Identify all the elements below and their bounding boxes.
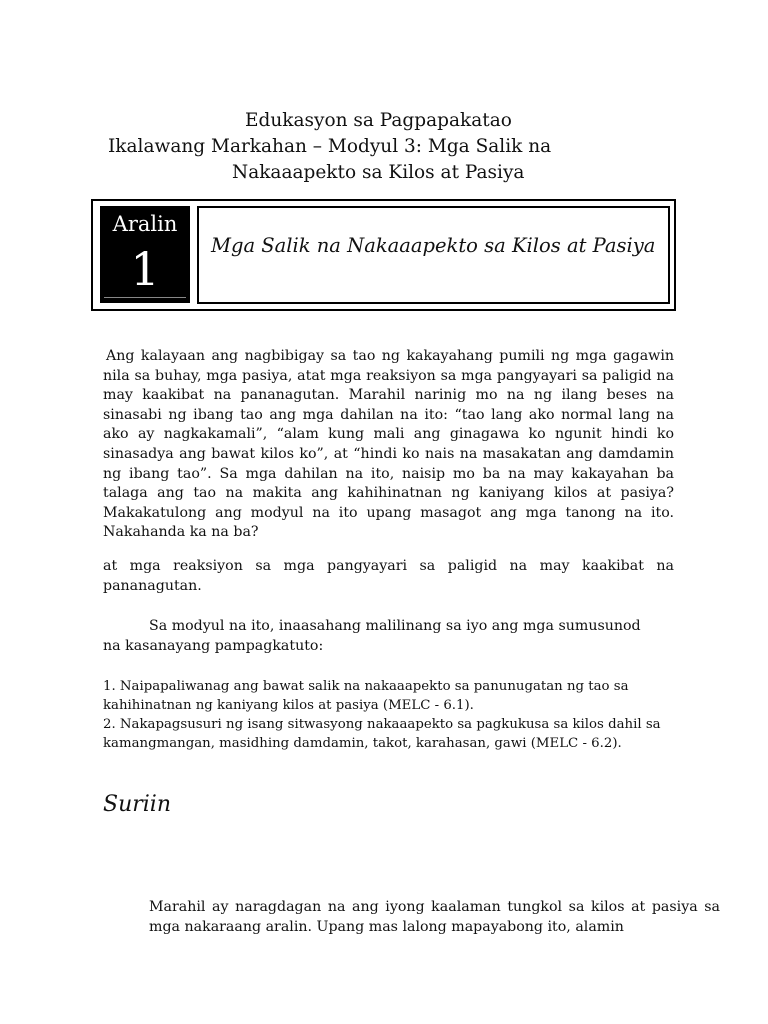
list-item: 1. Naipapaliwanag ang bawat salik na nakaaapekto sa panunugatan ng tao sa kahihinatnan ng kaniyang kilos at pasiya (MELC - 6.1). — [103, 679, 629, 713]
lesson-title: Mga Salik na Nakaaapekto sa Kilos at Pasiya — [211, 234, 656, 257]
intro-paragraph: Ang kalayaan ang nagbibigay sa tao ng kakayahang pumili ng mga gagawin nila sa buhay, mga pasiya, atat mga reaksiyon sa mga pangyayari sa paligid na may kaakibat na pananagutan. Marahil narinig mo na ng ilang beses na sinasabi ng ibang tao ang mga dahilan na ito: “tao lang ako normal lang na ako ay nagkakamali”, “alam kung mali ang ginagawa ko ngunit hindi ko sinasadya ang bawat kilos ko”, at “hindi ko nais na masakatan ang damdamin ng ibang tao”. Sa mga dahilan na ito, naisip mo ba na may kakayahan ba talaga ang tao na makita ang kahihinatnan ng kaniyang kilos at pasiya? Makakatulong ang modyul na ito upang masagot ang mga tanong na ito. Nakahanda ka na ba? — [103, 348, 674, 541]
objectives-intro-line1: Sa modyul na ito, inaasahang malilinang sa iyo ang mga sumusunod — [149, 618, 641, 634]
objectives-intro — [103, 617, 674, 656]
section-heading: Suriin — [103, 792, 171, 817]
intro-paragraph-fragment: at mga reaksiyon sa mga pangyayari sa paligid na may kaakibat na pananagutan. — [103, 558, 674, 594]
lesson-banner — [91, 199, 676, 311]
competency-list — [103, 677, 683, 753]
lesson-number: 1 — [130, 242, 160, 296]
list-item: 2. Nakapagsusuri ng isang sitwasyong nakaaapekto sa pagkukusa sa kilos dahil sa kamangmangan, masidhing damdamin, takot, karahasan, gawi (MELC - 6.2). — [103, 717, 661, 751]
lesson-badge — [100, 206, 190, 303]
subject-title: Edukasyon sa Pagpapakatao — [245, 110, 512, 131]
lesson-title-box — [197, 206, 670, 304]
badge-divider — [104, 297, 186, 298]
lesson-label: Aralin — [112, 212, 178, 236]
section-paragraph: Marahil ay naragdagan na ang iyong kaalaman tungkol sa kilos at pasiya sa mga nakaraang aralin. Upang mas lalong mapayabong ito, alamin — [149, 899, 720, 935]
objectives-intro-line2: na kasanayang pampagkatuto: — [103, 637, 324, 654]
module-title-line1: Ikalawang Markahan – Modyul 3: Mga Salik na — [108, 136, 552, 157]
module-title-line2: Nakaaapekto sa Kilos at Pasiya — [232, 162, 525, 183]
